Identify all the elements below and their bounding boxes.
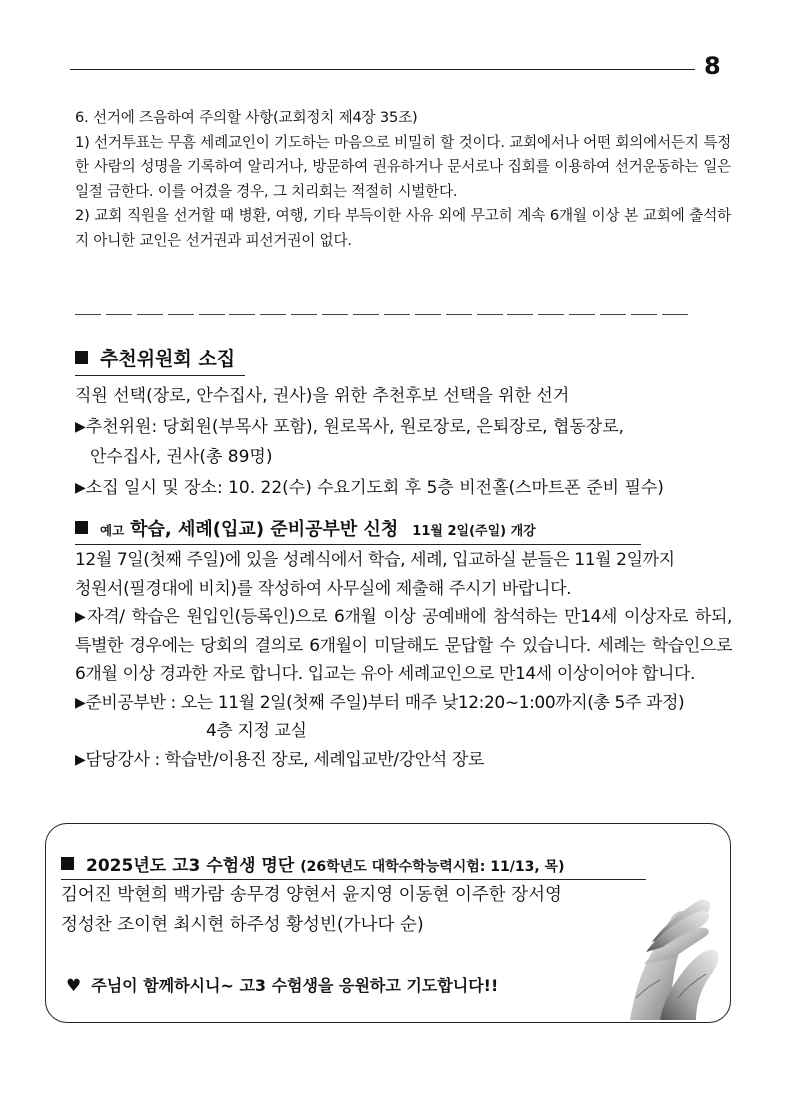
election-caution-title: 6. 선거에 즈음하여 주의할 사항(교회정치 제4장 35조) xyxy=(75,109,418,126)
exam-students-names xyxy=(61,880,562,940)
dashed-divider xyxy=(75,311,688,317)
study-schedule: ▶준비공부반 : 오는 11월 2일(첫째 주일)부터 매주 낮12:20~1:00까지(총 5주 과정) xyxy=(75,692,685,713)
study-class-heading xyxy=(75,515,641,545)
election-caution-section xyxy=(75,106,731,254)
exam-students-title: 2025년도 고3 수험생 명단 xyxy=(86,856,295,876)
square-bullet-icon xyxy=(61,857,74,870)
study-qualification: ▶자격/ 학습은 원입인(등록인)으로 6개월 이상 공예배에 참석하는 만14세 이상자로 하되, 특별한 경우에는 당회의 결의로 6개월이 미달해도 문답할 수 있습니다. 세례는 학습인으로 6개월 이상 경과한 자로 합니다. 입교는 유아 세례교인으로 만14세 이상이어야 합니다. xyxy=(75,607,732,684)
election-caution-item-1: 1) 선거투표는 무흠 세례교인이 기도하는 마음으로 비밀히 할 것이다. 교회에서나 어떤 회의에서든지 특정한 사람의 성명을 기록하여 알리거나, 방문하여 권유하거나 문서로나 집회를 이용하여 선거운동하는 일은 일절 금한다. 이를 어겼을 경우, 그 치리회는 적절히 시벌한다. xyxy=(75,133,731,200)
page-number: 8 xyxy=(704,52,721,80)
exam-students-subtitle: (26학년도 대학수학능력시험: 11/13, 목) xyxy=(300,859,565,875)
triangle-bullet-icon: ▶ xyxy=(75,609,88,625)
study-room: 4층 지정 교실 xyxy=(206,721,307,741)
recommend-committee-body xyxy=(75,381,664,503)
recommend-committee-heading xyxy=(75,344,245,376)
recommend-committee-title: 추천위원회 소집 xyxy=(100,348,236,370)
triangle-bullet-icon: ▶ xyxy=(75,694,86,711)
square-bullet-icon xyxy=(75,521,88,534)
exam-cheer-message: ♥ 주님이 함께하시니~ 고3 수험생을 응원하고 기도합니다!! xyxy=(66,976,499,996)
notice-tag: 예고 xyxy=(100,523,125,538)
triangle-bullet-icon: ▶ xyxy=(75,751,86,768)
praying-hands-icon xyxy=(600,878,722,1020)
recommend-members-cont: 안수집사, 권사(총 89명) xyxy=(90,447,273,467)
heart-icon: ♥ xyxy=(66,976,82,996)
study-intro-line-1: 12월 7일(첫째 주일)에 있을 성례식에서 학습, 세례, 입교하실 분들은 11월 2일까지 xyxy=(75,550,675,570)
exam-names-line-1: 김어진 박현희 백가람 송무경 양현서 윤지영 이동현 이주한 장서영 xyxy=(61,885,562,905)
recommend-meeting: ▶소집 일시 및 장소: 10. 22(수) 수요기도회 후 5층 비전홀(스마트폰 준비 필수) xyxy=(75,477,664,498)
exam-students-heading xyxy=(61,851,646,880)
exam-names-line-2: 정성찬 조이현 최시현 하주성 황성빈(가나다 순) xyxy=(61,915,424,935)
square-bullet-icon xyxy=(75,351,88,364)
election-caution-item-2: 2) 교회 직원을 선거할 때 병환, 여행, 기타 부득이한 사유 외에 무고히 계속 6개월 이상 본 교회에 출석하지 아니한 교인은 선거권과 피선거권이 없다. xyxy=(75,207,731,249)
study-class-title: 학습, 세례(입교) 준비공부반 신청 xyxy=(130,519,399,540)
study-intro-line-2: 청원서(필경대에 비치)를 작성하여 사무실에 제출해 주시기 바랍니다. xyxy=(75,578,572,599)
recommend-members: ▶추천위원: 당회원(부목사 포함), 원로목사, 원로장로, 은퇴장로, 협동장로, xyxy=(75,416,625,437)
study-instructors: ▶담당강사 : 학습반/이용진 장로, 세례입교반/강안석 장로 xyxy=(75,749,484,770)
triangle-bullet-icon: ▶ xyxy=(75,418,86,435)
triangle-bullet-icon: ▶ xyxy=(75,479,86,496)
header-rule xyxy=(70,69,695,70)
study-class-body xyxy=(75,546,732,774)
study-class-start-date: 11월 2일(주일) 개강 xyxy=(412,524,536,539)
recommend-purpose: 직원 선택(장로, 안수집사, 권사)을 위한 추천후보 선택을 위한 선거 xyxy=(75,386,570,406)
